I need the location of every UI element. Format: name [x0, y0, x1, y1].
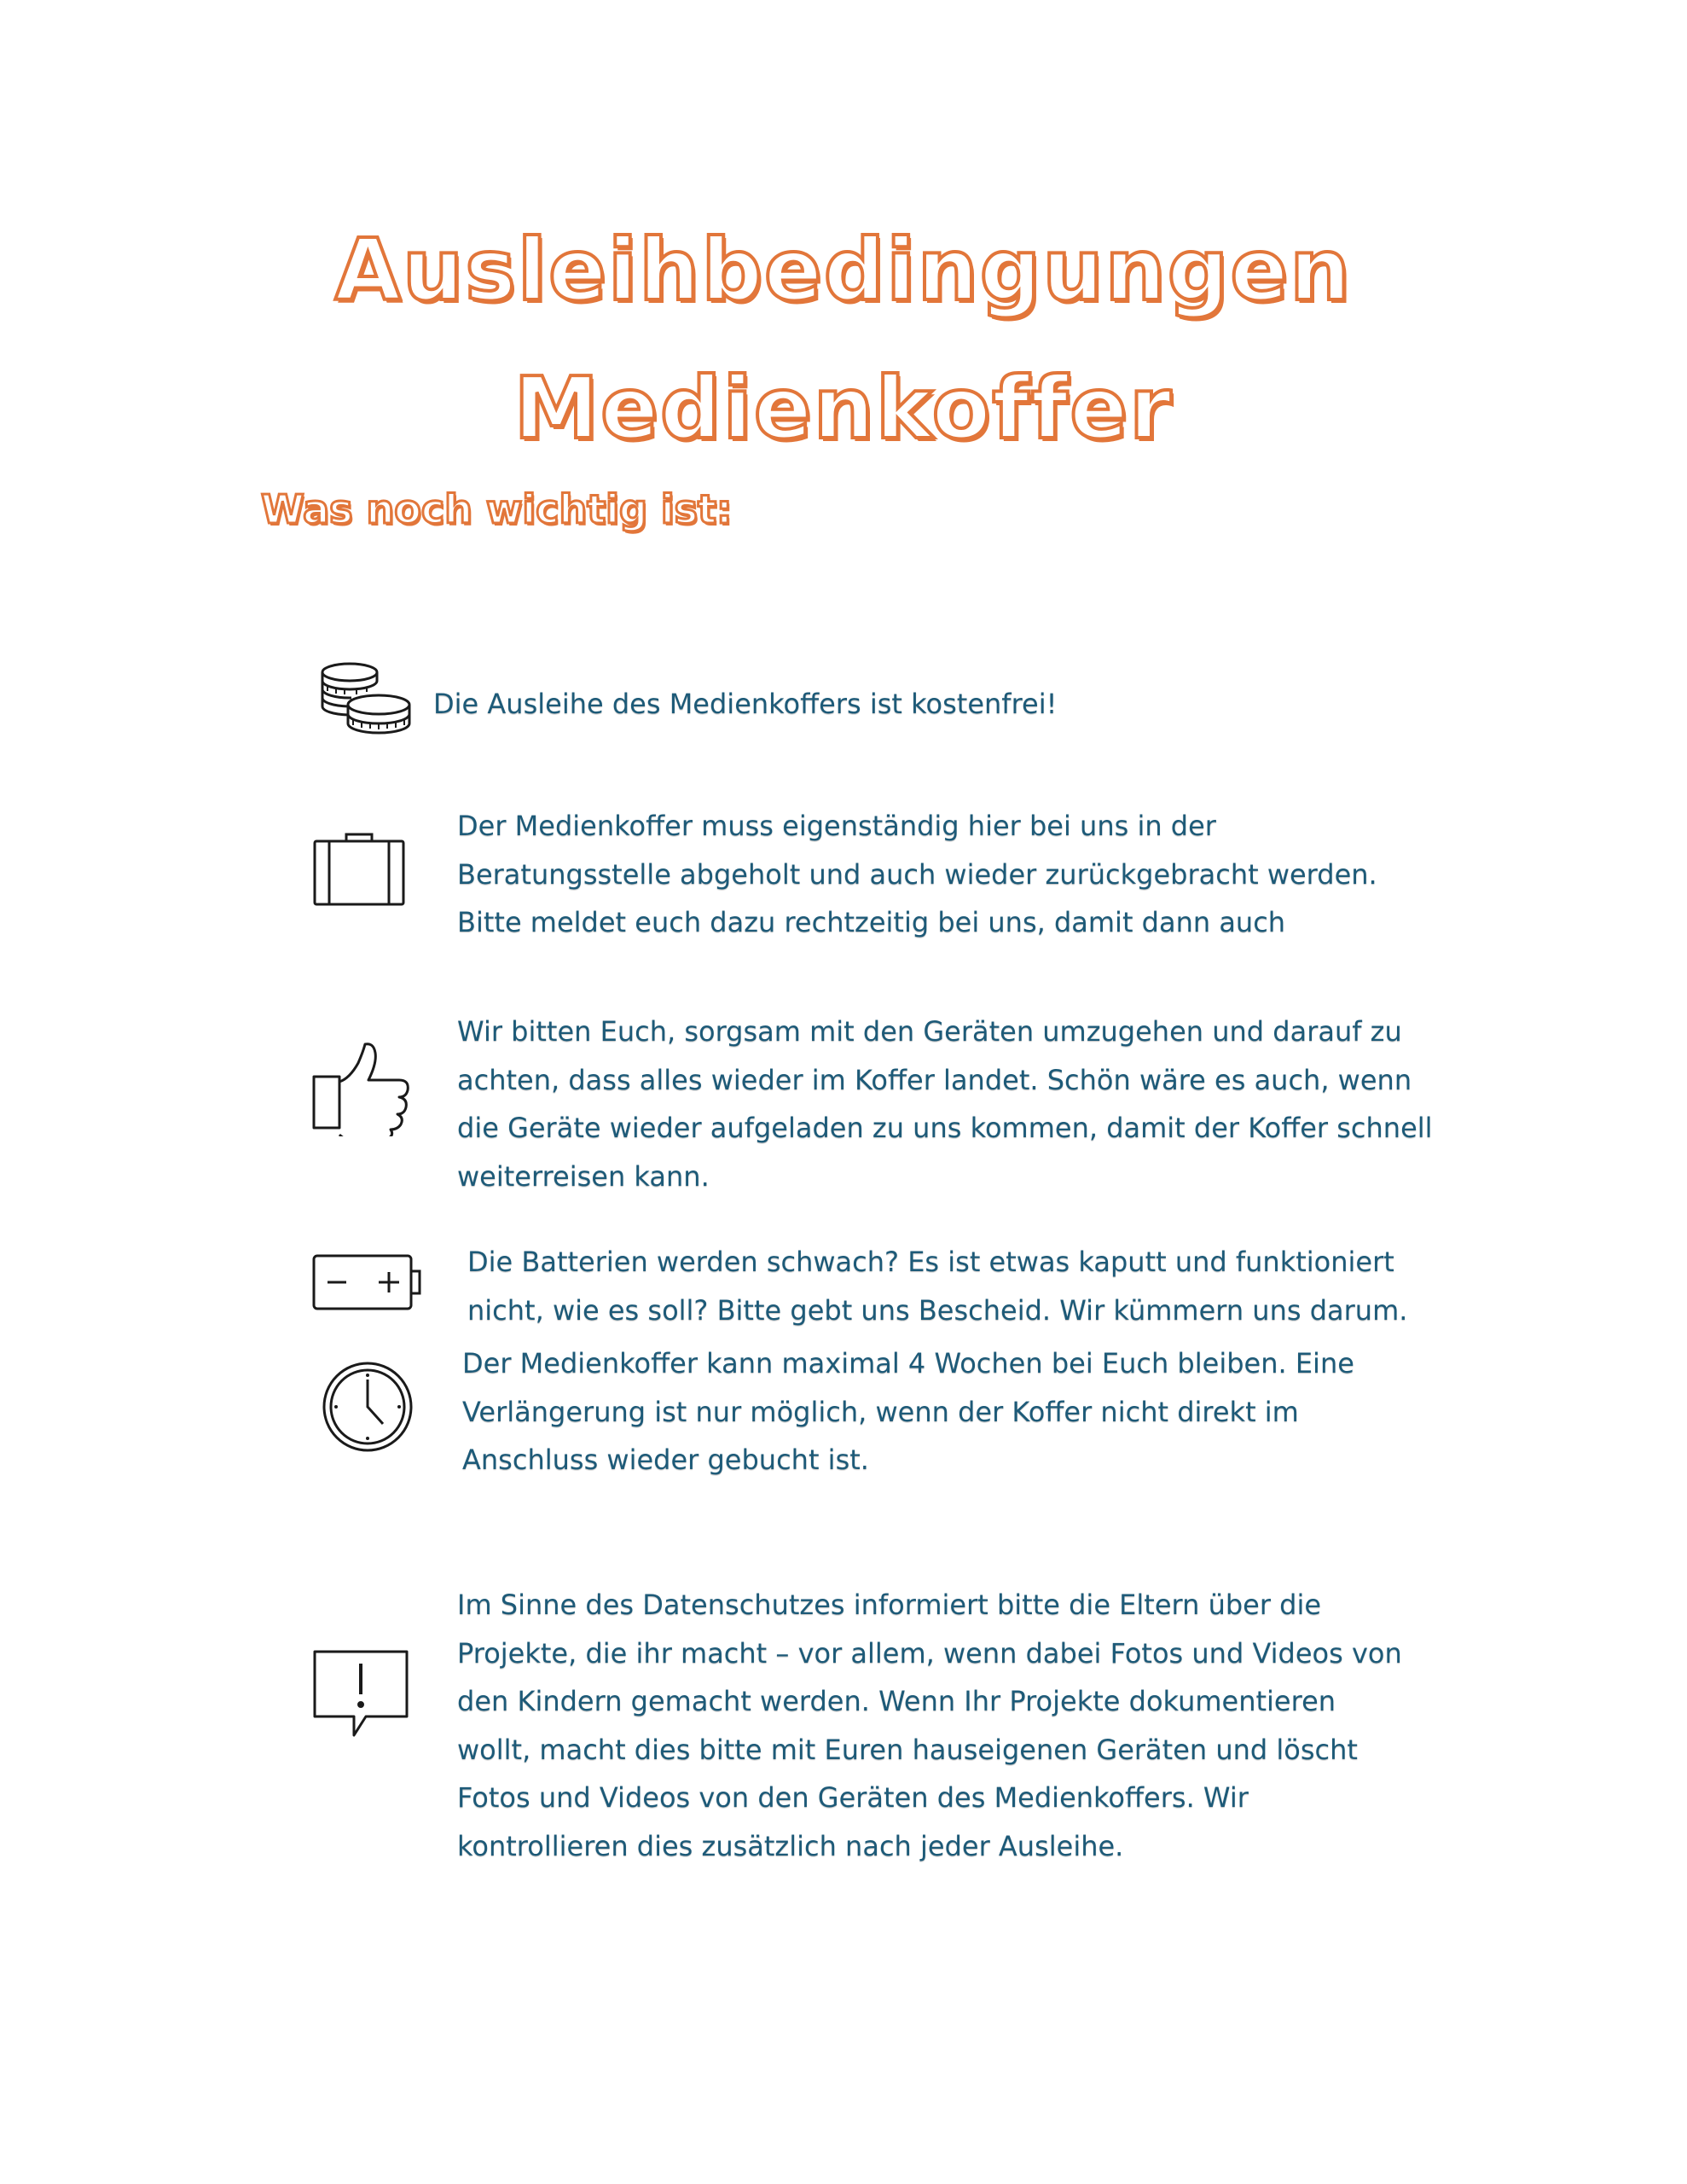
text-line: kontrollieren dies zusätzlich nach jeder Ausleihe. [457, 1829, 1124, 1862]
alert-speech-bubble-icon [312, 1648, 411, 1740]
text-line: Beratungsstelle abgeholt und auch wieder zurückgebracht werden. [457, 857, 1377, 891]
title-line-2: Medienkoffer [513, 358, 1174, 458]
section-heading: Was noch wichtig ist: [261, 486, 733, 532]
text-line: Fotos und Videos von den Geräten des Medienkoffers. Wir [457, 1781, 1249, 1814]
text-line: Wir bitten Euch, sorgsam mit den Geräten umzugehen und darauf zu [457, 1015, 1402, 1048]
list-item-text-1 [433, 680, 1057, 729]
text-line: Anschluss wieder gebucht ist. [462, 1443, 869, 1476]
text-line: Bitte meldet euch dazu rechtzeitig bei uns, damit dann auch [457, 906, 1286, 938]
list-item-text-5 [462, 1339, 1354, 1484]
text-line: Die Batterien werden schwach? Es ist etwas kaputt und funktioniert [467, 1246, 1394, 1278]
text-line: Verlängerung ist nur möglich, wenn der Koffer nicht direkt im [462, 1395, 1299, 1428]
clock-icon [322, 1361, 414, 1453]
text-line: die Geräte wieder aufgeladen zu uns kommen, damit der Koffer schnell [457, 1112, 1433, 1144]
suitcase-icon [312, 831, 408, 908]
coins-icon [319, 660, 415, 737]
text-line: Der Medienkoffer muss eigenständig hier bei uns in der [457, 810, 1216, 842]
thumbs-up-icon [312, 1041, 415, 1136]
list-item-text-6 [457, 1581, 1402, 1870]
title-line-1: Ausleihbedingungen [334, 220, 1353, 320]
text-line: den Kindern gemacht werden. Wenn Ihr Projekte dokumentieren [457, 1685, 1336, 1717]
text-line: Die Ausleihe des Medienkoffers ist kostenfrei! [433, 688, 1058, 720]
list-item-text-2 [457, 802, 1377, 947]
text-line: nicht, wie es soll? Bitte gebt uns Bescheid. Wir kümmern uns darum. [467, 1293, 1408, 1327]
page-title [0, 201, 1687, 478]
battery-icon [312, 1254, 423, 1310]
text-line: Projekte, die ihr macht – vor allem, wenn dabei Fotos und Videos von [457, 1636, 1402, 1670]
text-line: achten, dass alles wieder im Koffer landet. Schön wäre es auch, wenn [457, 1063, 1412, 1096]
text-line: wollt, macht dies bitte mit Euren hauseigenen Geräten und löscht [457, 1733, 1358, 1766]
text-line: Der Medienkoffer kann maximal 4 Wochen bei Euch bleiben. Eine [462, 1347, 1354, 1380]
list-item-text-4 [467, 1238, 1407, 1334]
list-item-text-3 [457, 1008, 1433, 1200]
text-line: Im Sinne des Datenschutzes informiert bitte die Eltern über die [457, 1589, 1322, 1621]
text-line: weiterreisen kann. [457, 1159, 710, 1193]
